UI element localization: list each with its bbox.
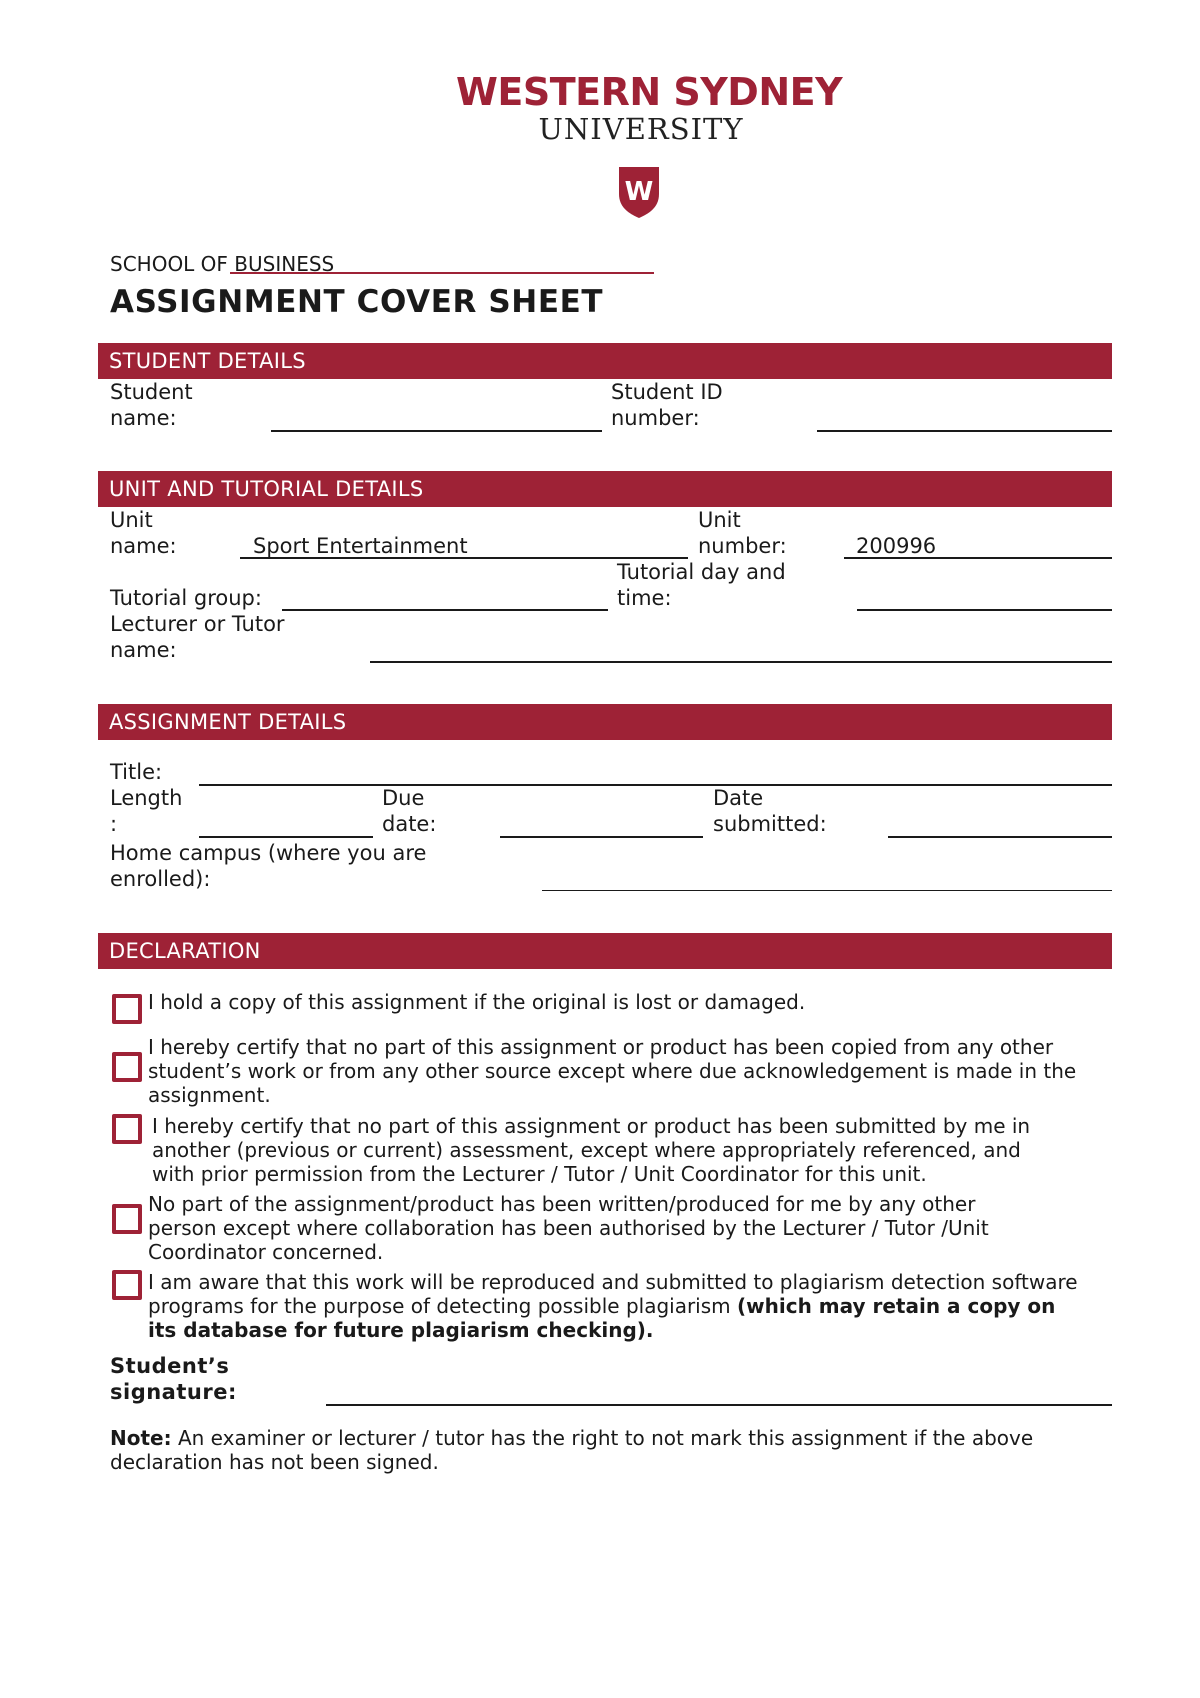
page-title: ASSIGNMENT COVER SHEET bbox=[110, 284, 604, 320]
declaration-checkbox-5[interactable] bbox=[112, 1270, 142, 1300]
student-id-label: Student ID number: bbox=[611, 380, 723, 430]
declaration-checkbox-2[interactable] bbox=[112, 1052, 142, 1082]
title-label: Title: bbox=[110, 760, 163, 784]
unit-number-field[interactable] bbox=[844, 557, 1112, 559]
section-heading: UNIT AND TUTORIAL DETAILS bbox=[109, 477, 424, 501]
tutorial-group-label: Tutorial group: bbox=[110, 586, 262, 610]
title-field[interactable] bbox=[199, 784, 1112, 786]
section-heading: ASSIGNMENT DETAILS bbox=[109, 710, 347, 734]
university-logo bbox=[450, 70, 843, 230]
declaration-text-1: I hold a copy of this assignment if the original is lost or damaged. bbox=[148, 990, 806, 1014]
declaration-text-4: No part of the assignment/product has been written/produced for me by any other person except where collaboration has been authorised by the Lecturer / Tutor /Unit Coordinator concerned. bbox=[148, 1192, 989, 1264]
section-assignment-details bbox=[98, 704, 1112, 740]
length-label: Length : bbox=[110, 786, 183, 836]
declaration-text-2: I hereby certify that no part of this assignment or product has been copied from any other student’s work or from any other source except where due acknowledgement is made in the assignment. bbox=[148, 1035, 1077, 1107]
school-underline bbox=[230, 272, 654, 274]
due-date-label: Due date: bbox=[382, 786, 437, 836]
school-name: SCHOOL OF BUSINESS bbox=[110, 252, 335, 276]
tutorial-group-field[interactable] bbox=[282, 609, 608, 611]
length-field[interactable] bbox=[199, 836, 373, 838]
declaration-text-3: I hereby certify that no part of this assignment or product has been submitted by me in another (previous or current) assessment, except where appropriately referenced, and with prior permission from the Lecturer / Tutor / Unit Coordinator for this unit. bbox=[152, 1114, 1031, 1186]
shield-letter: W bbox=[624, 177, 654, 207]
declaration-checkbox-4[interactable] bbox=[112, 1204, 142, 1234]
section-heading: STUDENT DETAILS bbox=[109, 349, 306, 373]
declaration-checkbox-1[interactable] bbox=[112, 994, 142, 1024]
lecturer-field[interactable] bbox=[370, 661, 1112, 663]
date-submitted-field[interactable] bbox=[888, 836, 1112, 838]
tutorial-day-field[interactable] bbox=[857, 609, 1112, 611]
declaration-checkbox-3[interactable] bbox=[112, 1114, 142, 1144]
unit-name-label: Unit name: bbox=[110, 508, 177, 558]
section-student-details bbox=[98, 343, 1112, 379]
date-submitted-label: Date submitted: bbox=[713, 786, 827, 836]
lecturer-label: Lecturer or Tutor name: bbox=[110, 612, 285, 662]
unit-number-label: Unit number: bbox=[698, 508, 787, 558]
section-unit-details bbox=[98, 471, 1112, 507]
logo-wordmark-line1: WESTERN SYDNEY bbox=[456, 70, 843, 114]
unit-number-value[interactable]: 200996 bbox=[856, 534, 937, 558]
shield-icon bbox=[616, 164, 662, 220]
due-date-field[interactable] bbox=[500, 836, 703, 838]
signature-label: Student’s signature: bbox=[110, 1354, 237, 1404]
student-name-field[interactable] bbox=[271, 430, 602, 432]
note-text: Note: An examiner or lecturer / tutor has the right to not mark this assignment if the above declaration has not been signed. bbox=[110, 1426, 1034, 1474]
signature-field[interactable] bbox=[326, 1404, 1112, 1406]
section-declaration bbox=[98, 933, 1112, 969]
tutorial-day-label: Tutorial day and time: bbox=[617, 560, 786, 610]
declaration-text-5: I am aware that this work will be reproduced and submitted to plagiarism detection software programs for the purpose of detecting possible plagiarism (which may retain a copy on its database for future plagiarism checking). bbox=[148, 1270, 1078, 1342]
unit-name-value[interactable]: Sport Entertainment bbox=[253, 534, 468, 558]
logo-wordmark-line2: UNIVERSITY bbox=[538, 112, 744, 146]
home-campus-label: Home campus (where you are enrolled): bbox=[110, 841, 427, 891]
home-campus-field[interactable] bbox=[542, 890, 1112, 891]
section-heading: DECLARATION bbox=[109, 939, 261, 963]
student-name-label: Student name: bbox=[110, 380, 193, 430]
student-id-field[interactable] bbox=[817, 430, 1112, 432]
